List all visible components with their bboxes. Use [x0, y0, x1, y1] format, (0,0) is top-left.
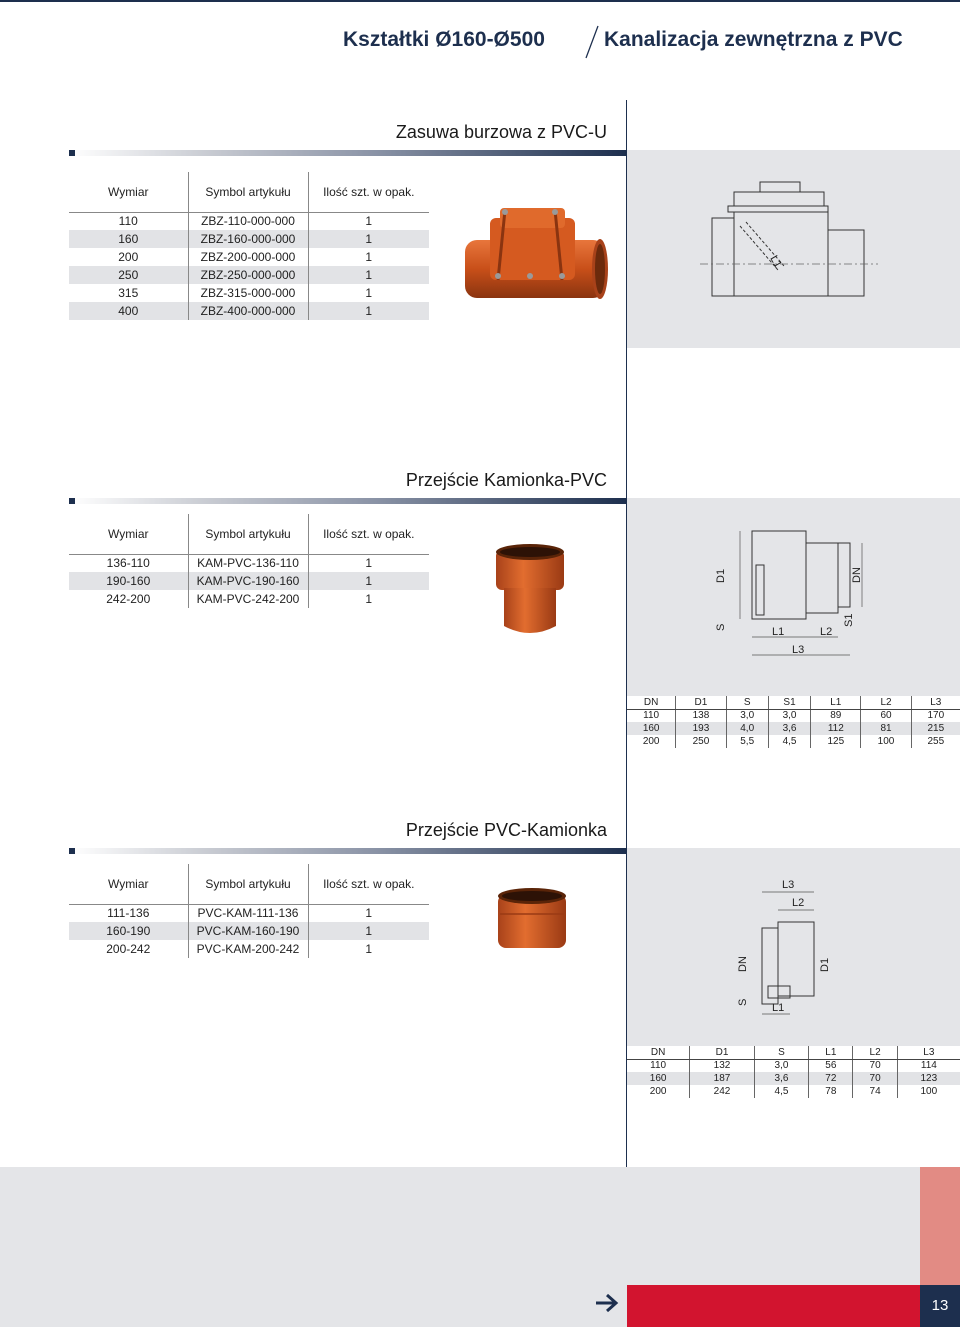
cell: 1 [308, 590, 429, 608]
cell: 3,0 [726, 709, 768, 722]
col-header: Symbol artykułu [188, 514, 308, 554]
cell: 74 [853, 1085, 897, 1098]
cell: ZBZ-110-000-000 [188, 212, 308, 230]
cell: ZBZ-250-000-000 [188, 266, 308, 284]
cell: 170 [911, 709, 960, 722]
dim-col-header: S [726, 696, 768, 709]
backflow-valve-photo [460, 200, 610, 315]
drawing-label-s: S [737, 998, 749, 1006]
cell: 70 [853, 1059, 897, 1072]
cell: 125 [811, 735, 861, 748]
kamionka-pvc-adapter-photo [490, 540, 570, 640]
product-table-kamionka-pvc [69, 514, 429, 608]
page-header [0, 22, 960, 62]
drawing-label-dn: DN [851, 567, 863, 583]
drawing-label-d1: D1 [715, 568, 727, 583]
dim-col-header: DN [627, 696, 676, 709]
cell: 200-242 [106, 942, 151, 956]
cell: 1 [308, 248, 429, 266]
cell: 1 [308, 922, 429, 940]
footer-red-bar [627, 1285, 920, 1327]
table-row [69, 554, 429, 572]
cell: 242-200 [106, 592, 151, 606]
section-title-pvc-kamionka: Przejście PVC-Kamionka [405, 820, 607, 840]
drawing-label-l2: L2 [792, 897, 805, 909]
cell: 81 [861, 722, 911, 735]
cell: 112 [811, 722, 861, 735]
drawing-label-l1: L1 [772, 1002, 785, 1014]
cell: 255 [911, 735, 960, 748]
footer-salmon-block [920, 1167, 960, 1285]
dim-col-header: L3 [911, 696, 960, 709]
cell: 3,6 [754, 1072, 808, 1085]
cell: 187 [690, 1072, 755, 1085]
table-row [69, 230, 429, 248]
cell: 4,5 [768, 735, 810, 748]
cell: 1 [308, 230, 429, 248]
dim-col-header: DN [627, 1046, 690, 1059]
dim-col-header: S1 [768, 696, 810, 709]
cell: PVC-KAM-160-190 [188, 922, 308, 940]
table-row [69, 572, 429, 590]
cell: 200 [118, 250, 139, 264]
pvc-kamionka-adapter-photo [494, 884, 570, 956]
cell: 1 [308, 266, 429, 284]
col-header: Wymiar [69, 172, 188, 212]
col-header: Wymiar [69, 514, 188, 554]
dim-col-header: L2 [853, 1046, 897, 1059]
dim-col-header: D1 [690, 1046, 755, 1059]
dim-col-header: L1 [811, 696, 861, 709]
section-bar-square [69, 150, 75, 156]
dimension-table-kamionka-pvc [627, 696, 960, 748]
drawing-label-l1: L1 [772, 626, 785, 638]
cell: ZBZ-160-000-000 [188, 230, 308, 248]
drawing-label-s1: S1 [843, 613, 855, 627]
cell: 60 [861, 709, 911, 722]
table-row [627, 1059, 960, 1072]
drawing-label-l2: L2 [820, 626, 833, 638]
dim-col-header: S [754, 1046, 808, 1059]
table-row [69, 248, 429, 266]
dim-col-header: L3 [897, 1046, 960, 1059]
cell: 110 [118, 214, 138, 229]
cell: 100 [861, 735, 911, 748]
cell: 400 [69, 302, 188, 320]
cell: 160 [627, 722, 676, 735]
cell: 1 [308, 940, 429, 958]
section-title-kamionka-pvc: Przejście Kamionka-PVC [405, 470, 607, 490]
cell: 3,0 [754, 1059, 808, 1072]
cell: 89 [811, 709, 861, 722]
drawing-label-l3: L3 [792, 644, 805, 656]
cell: 110 [643, 710, 660, 722]
cell: 138 [676, 709, 726, 722]
cell: 70 [853, 1072, 897, 1085]
drawing-label-s: S [715, 623, 727, 631]
cell: 200 [649, 1086, 667, 1097]
section-bar [69, 498, 626, 504]
drawing-label-dn: DN [737, 956, 749, 972]
pvc-kamionka-drawing [726, 874, 856, 1019]
cell: 250 [676, 735, 726, 748]
cell: 132 [690, 1059, 755, 1072]
drawing-label-d1: D1 [819, 957, 831, 972]
table-row [69, 590, 429, 608]
cell: KAM-PVC-136-110 [188, 554, 308, 572]
cell: 160 [69, 230, 188, 248]
cell: ZBZ-315-000-000 [188, 284, 308, 302]
cell: PVC-KAM-200-242 [188, 940, 308, 958]
dim-col-header: L2 [861, 696, 911, 709]
cell: PVC-KAM-111-136 [188, 904, 308, 922]
cell: 110 [650, 1060, 667, 1072]
top-rule [0, 0, 960, 2]
cell: 100 [897, 1085, 960, 1098]
cell: 215 [911, 722, 960, 735]
col-header: Ilość szt. w opak. [308, 864, 429, 904]
cell: 1 [308, 212, 429, 230]
cell: 5,5 [726, 735, 768, 748]
cell: 136-110 [106, 556, 150, 571]
table-row [627, 1072, 960, 1085]
cell: 1 [308, 284, 429, 302]
product-table-zasuwa [69, 172, 429, 320]
cell: 1 [308, 904, 429, 922]
col-header: Wymiar [69, 864, 188, 904]
cell: 56 [809, 1059, 853, 1072]
cell: 193 [676, 722, 726, 735]
table-row [69, 284, 429, 302]
dim-col-header: D1 [676, 696, 726, 709]
section-bar-square [69, 848, 75, 854]
dim-col-header: L1 [809, 1046, 853, 1059]
table-row [69, 922, 429, 940]
col-header: Symbol artykułu [188, 864, 308, 904]
cell: 72 [809, 1072, 853, 1085]
cell: ZBZ-200-000-000 [188, 248, 308, 266]
cell: ZBZ-400-000-000 [188, 302, 308, 320]
arrow-right-icon[interactable] [594, 1292, 620, 1314]
drawing-label-l3: L3 [782, 879, 795, 891]
table-row [69, 212, 429, 230]
table-row [69, 904, 429, 922]
page-number: 13 [931, 1297, 949, 1314]
drawing-label-l1: L1 [767, 253, 784, 271]
table-row [69, 266, 429, 284]
cell: 4,0 [726, 722, 768, 735]
cell: 3,0 [768, 709, 810, 722]
section-bar-square [69, 498, 75, 504]
cell: 160 [627, 1072, 690, 1085]
table-row [627, 722, 960, 735]
cell: 111-136 [107, 906, 150, 921]
header-right-title: Kanalizacja zewnętrzna z PVC [604, 28, 903, 51]
col-header: Symbol artykułu [188, 172, 308, 212]
cell: 1 [308, 302, 429, 320]
cell: 4,5 [754, 1085, 808, 1098]
dimension-table-pvc-kamionka [627, 1046, 960, 1098]
cell: 315 [118, 286, 139, 300]
col-header: Ilość szt. w opak. [308, 514, 429, 554]
section-bar [69, 848, 626, 854]
header-left-title: Kształtki Ø160-Ø500 [343, 28, 545, 51]
cell: 1 [308, 554, 429, 572]
cell: 200 [642, 736, 660, 747]
backflow-valve-drawing [700, 178, 880, 303]
table-row [627, 735, 960, 748]
section-title-zasuwa: Zasuwa burzowa z PVC-U [395, 122, 607, 142]
cell: 250 [69, 266, 188, 284]
cell: 160-190 [69, 922, 188, 940]
cell: KAM-PVC-190-160 [188, 572, 308, 590]
cell: 114 [897, 1059, 960, 1072]
section-bar [69, 150, 626, 156]
cell: KAM-PVC-242-200 [188, 590, 308, 608]
kamionka-pvc-drawing [700, 525, 880, 665]
col-header: Ilość szt. w opak. [308, 172, 429, 212]
table-row [627, 1085, 960, 1098]
cell: 3,6 [768, 722, 810, 735]
cell: 78 [809, 1085, 853, 1098]
cell: 190-160 [69, 572, 188, 590]
table-row [69, 940, 429, 958]
table-row [69, 302, 429, 320]
cell: 242 [690, 1085, 755, 1098]
table-row [627, 709, 960, 722]
cell: 123 [897, 1072, 960, 1085]
cell: 1 [308, 572, 429, 590]
product-table-pvc-kamionka [69, 864, 429, 958]
